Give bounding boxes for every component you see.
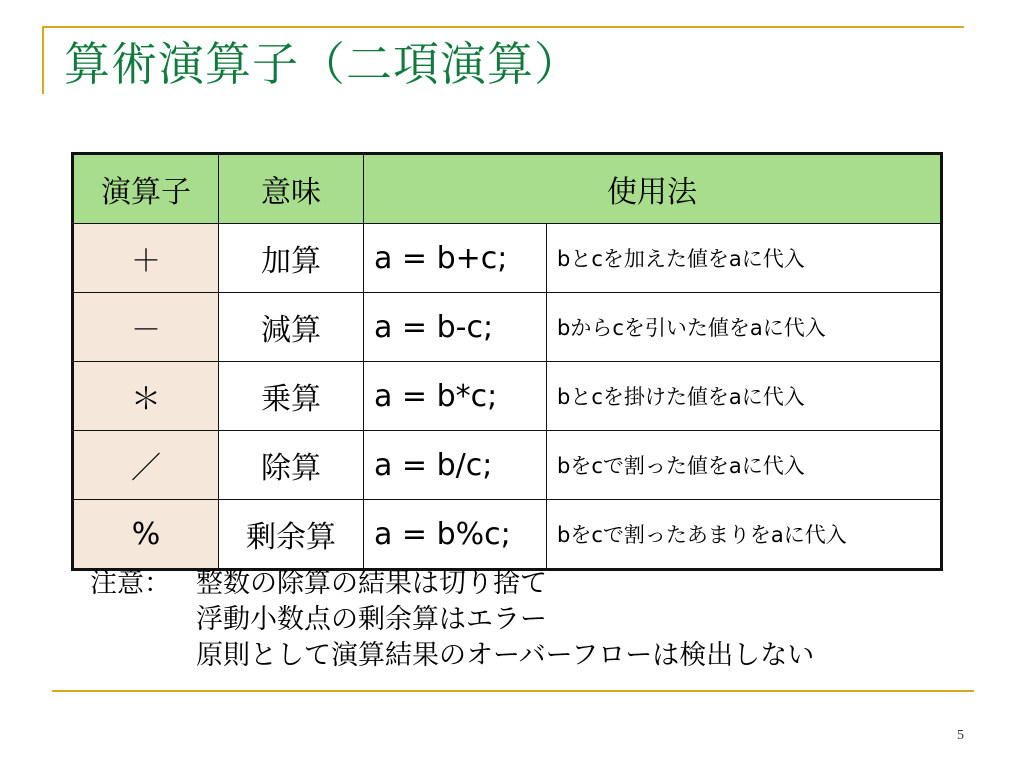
table-row xyxy=(73,500,942,570)
header-operator: 演算子 xyxy=(73,154,219,224)
row-operator: ＋ xyxy=(73,224,219,293)
notes-label: 注意： xyxy=(90,568,171,599)
table-row xyxy=(73,293,942,362)
row-expression: a = b/c; xyxy=(364,431,547,500)
note-line xyxy=(90,638,814,674)
row-operator: % xyxy=(73,500,219,570)
note-text: 原則として演算結果のオーバーフローは検出しない xyxy=(196,640,815,671)
row-meaning: 剰余算 xyxy=(219,500,364,570)
row-description: bをcで割った値をaに代入 xyxy=(547,431,942,500)
title-accent-horizontal-line xyxy=(42,26,964,28)
row-description: bからcを引いた値をaに代入 xyxy=(547,293,942,362)
row-operator: － xyxy=(73,293,219,362)
row-expression: a = b%c; xyxy=(364,500,547,570)
row-description: bとcを加えた値をaに代入 xyxy=(547,224,942,293)
slide-title: 算術演算子（二項演算） xyxy=(64,37,581,91)
notes-block xyxy=(90,566,814,674)
table-header-row xyxy=(73,154,942,224)
row-expression: a = b*c; xyxy=(364,362,547,431)
page-number: 5 xyxy=(957,728,964,743)
row-operator: ／ xyxy=(73,431,219,500)
operators-table xyxy=(71,152,943,571)
header-usage: 使用法 xyxy=(364,154,942,224)
footer-accent-line xyxy=(52,690,974,692)
table-row xyxy=(73,362,942,431)
row-description: bをcで割ったあまりをaに代入 xyxy=(547,500,942,570)
note-text: 浮動小数点の剰余算はエラー xyxy=(196,604,547,635)
row-description: bとcを掛けた値をaに代入 xyxy=(547,362,942,431)
table-row xyxy=(73,431,942,500)
note-line xyxy=(90,602,814,638)
row-expression: a = b-c; xyxy=(364,293,547,362)
note-text: 整数の除算の結果は切り捨て xyxy=(196,568,547,599)
row-meaning: 減算 xyxy=(219,293,364,362)
row-expression: a = b+c; xyxy=(364,224,547,293)
row-meaning: 除算 xyxy=(219,431,364,500)
row-operator: ＊ xyxy=(73,362,219,431)
row-meaning: 乗算 xyxy=(219,362,364,431)
header-meaning: 意味 xyxy=(219,154,364,224)
table-row xyxy=(73,224,942,293)
note-line xyxy=(90,566,814,602)
title-accent-vertical-line xyxy=(42,26,44,94)
row-meaning: 加算 xyxy=(219,224,364,293)
